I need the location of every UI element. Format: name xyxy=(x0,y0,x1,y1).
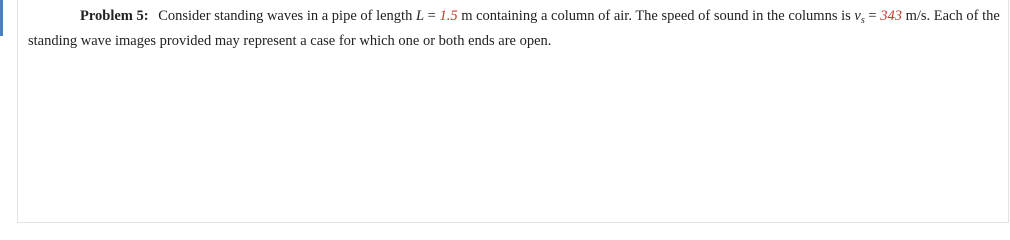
equals-sign: = xyxy=(864,8,881,24)
speed-subscript: s xyxy=(860,15,865,26)
problem-label: Problem 5: xyxy=(80,8,149,24)
problem-text-3: m/s. Each of the standing wave images provided may represent a case for which one or both ends are open. xyxy=(28,8,1000,49)
equals-sign: = xyxy=(424,8,440,24)
length-value: 1.5 xyxy=(439,8,458,24)
left-accent-rule xyxy=(0,0,3,36)
speed-value: 343 xyxy=(880,8,902,24)
problem-statement xyxy=(28,6,1003,52)
problem-text-1: Consider standing waves in a pipe of length xyxy=(158,8,413,24)
length-variable: L xyxy=(415,8,425,24)
speed-variable: v xyxy=(854,8,861,24)
problem-text-2: m containing a column of air. The speed of sound in the columns is xyxy=(457,8,855,24)
